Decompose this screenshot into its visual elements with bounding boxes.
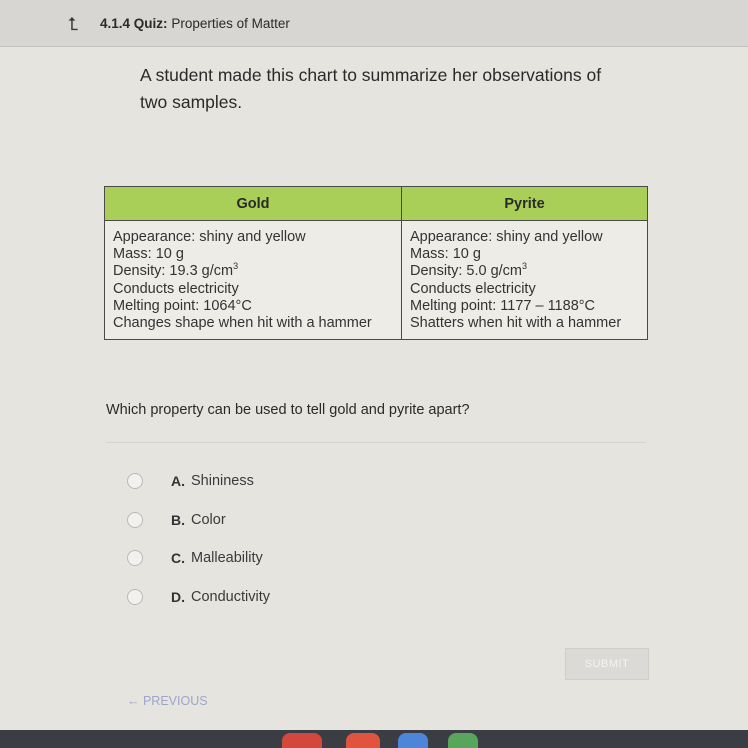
pyrite-density: Density: 5.0 $g/cm^3$ <box>410 261 528 280</box>
pyrite-hammer: Shatters when hit with a hammer <box>410 315 622 332</box>
radio-button-a[interactable] <box>127 473 143 489</box>
radio-button-d[interactable] <box>127 589 143 605</box>
submit-button[interactable]: SUBMIT <box>565 648 649 680</box>
quiz-title: Properties of Matter <box>171 16 290 31</box>
app-icon[interactable] <box>448 733 478 748</box>
app-icon[interactable] <box>398 733 428 748</box>
option-label: Color <box>191 512 226 528</box>
back-arrow-icon[interactable]: ⮤ <box>67 14 79 34</box>
question-prompt: A student made this chart to summarize her observations of two samples. <box>140 65 602 112</box>
gold-appearance: Appearance: shiny and yellow <box>113 229 306 245</box>
previous-button[interactable]: ← PREVIOUS <box>127 694 208 708</box>
radio-button-b[interactable] <box>127 512 143 528</box>
observation-table <box>104 186 648 340</box>
gold-melting: Melting point: 1064°C <box>113 297 252 314</box>
option-letter: C. <box>171 550 185 566</box>
mail-icon[interactable] <box>346 733 380 748</box>
divider <box>106 442 646 443</box>
gold-hammer: Changes shape when hit with a hammer <box>113 315 372 332</box>
answer-option-c[interactable] <box>127 547 263 569</box>
table-cell-pyrite <box>402 221 647 339</box>
question-text: Which property can be used to tell gold and pyrite apart? <box>106 402 470 418</box>
table-cell-gold <box>105 221 402 339</box>
option-letter: D. <box>171 589 185 605</box>
quiz-breadcrumb <box>100 16 290 31</box>
radio-button-c[interactable] <box>127 550 143 566</box>
pyrite-appearance: Appearance: shiny and yellow <box>410 229 603 245</box>
answer-option-b[interactable] <box>127 509 226 531</box>
gold-mass: Mass: 10 g <box>113 246 184 263</box>
quiz-label: Quiz: <box>133 16 168 31</box>
gold-density: Density: 19.3 $g/cm^3$ <box>113 261 239 280</box>
quiz-number: 4.1.4 <box>100 16 131 31</box>
table-header-pyrite: Pyrite <box>402 187 647 221</box>
pyrite-conducts: Conducts electricity <box>410 280 536 297</box>
quiz-header <box>0 0 748 47</box>
option-letter: A. <box>171 473 185 489</box>
answer-option-a[interactable] <box>127 470 254 492</box>
gold-conducts: Conducts electricity <box>113 280 239 297</box>
option-label: Malleability <box>191 550 263 566</box>
pyrite-melting: Melting point: 1177 – 1188°C <box>410 297 596 314</box>
table-header-gold: Gold <box>105 187 402 221</box>
option-label: Shininess <box>191 473 254 489</box>
option-letter: B. <box>171 512 185 528</box>
browser-icon[interactable] <box>282 733 322 748</box>
pyrite-mass: Mass: 10 g <box>410 246 481 263</box>
option-label: Conductivity <box>191 589 270 605</box>
answer-option-d[interactable] <box>127 586 270 608</box>
